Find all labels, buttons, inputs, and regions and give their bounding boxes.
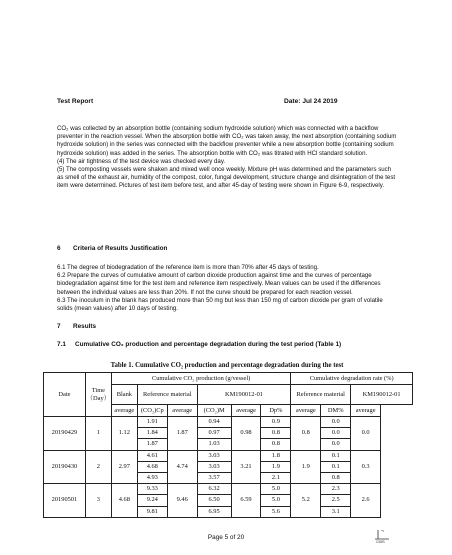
header-time-label: Time （Day） bbox=[86, 386, 111, 402]
criteria-text bbox=[57, 264, 397, 313]
cell-dp: 0.9 bbox=[261, 417, 291, 428]
subheader-cm-average: average bbox=[231, 405, 261, 417]
header-co2-group: Cumulative CO₂ production (g/vessel) bbox=[111, 373, 290, 385]
subheader-cp-average: average bbox=[167, 405, 197, 417]
cell-dp: 0.8 bbox=[261, 439, 291, 450]
header-km-co2: KM190012-01 bbox=[197, 385, 291, 405]
section-7-number: 7 bbox=[57, 323, 61, 330]
cell-dm: 0.0 bbox=[321, 439, 351, 450]
cell-co2m-average: 6.59 bbox=[231, 484, 261, 518]
header-date: Date bbox=[44, 373, 86, 417]
section-6-title: Criteria of Results Justification bbox=[73, 245, 168, 252]
table-row bbox=[44, 417, 413, 428]
lab-stamp-mark-icon bbox=[372, 528, 392, 544]
report-date: Date: Jul 24 2019 bbox=[284, 98, 338, 105]
section-7-heading bbox=[57, 323, 96, 330]
cell-dp-average: 1.9 bbox=[291, 450, 321, 484]
cell-co2cp: 9.33 bbox=[137, 484, 167, 495]
cell-dm: 0.1 bbox=[321, 450, 351, 461]
paragraph-co2-collection: CO₂ was collected by an absorption bottle (containing sodium hydroxide solution) which was connected with a backflow preventer in the reaction vessel. When the absorption bottle with CO₂ was taken away, the next absorption (containing sodium hydroxide solution) in the series was connected with the backflow preventer while a new absorption bottle (containing sodium hydroxide solution) was added in the series. The absorption bottle with CO₂ was titrated with HCl standard solution. bbox=[57, 125, 397, 157]
cell-dm: 2.5 bbox=[321, 495, 351, 506]
cell-co2m: 0.97 bbox=[197, 428, 231, 439]
cell-co2m: 6.32 bbox=[197, 484, 231, 495]
cell-co2cp-average: 1.87 bbox=[167, 417, 197, 451]
cell-co2cp: 1.84 bbox=[137, 428, 167, 439]
table-row bbox=[44, 484, 413, 495]
header-time bbox=[85, 373, 111, 417]
subheader-dm-average: average bbox=[351, 405, 381, 417]
cell-date: 20190430 bbox=[44, 450, 86, 484]
cell-co2m: 6.95 bbox=[197, 506, 231, 517]
cell-dp: 5.0 bbox=[261, 484, 291, 495]
cell-day: 3 bbox=[85, 484, 111, 518]
cell-co2cp: 1.91 bbox=[137, 417, 167, 428]
cell-dm: 3.1 bbox=[321, 506, 351, 517]
cell-co2cp: 1.87 bbox=[137, 439, 167, 450]
cell-date: 20190429 bbox=[44, 417, 86, 451]
cell-dp: 1.8 bbox=[261, 450, 291, 461]
table-header-row-1 bbox=[44, 373, 413, 385]
section-7-title: Results bbox=[73, 323, 97, 330]
cell-co2m-average: 0.98 bbox=[231, 417, 261, 451]
svg-text:CIMS: CIMS bbox=[376, 540, 385, 544]
report-title: Test Report bbox=[57, 98, 94, 105]
header-degradation-group: Cumulative degradation rate (%) bbox=[291, 373, 413, 385]
section-7-1-number: 7.1 bbox=[57, 341, 66, 348]
cell-co2cp-average: 9.46 bbox=[167, 484, 197, 518]
cell-co2m: 0.94 bbox=[197, 417, 231, 428]
cell-co2m-average: 3.21 bbox=[231, 450, 261, 484]
section-7-1-title: Cumulative CO₂ production and percentage degradation during the test period (Table 1) bbox=[75, 341, 342, 348]
cell-dm: 2.3 bbox=[321, 484, 351, 495]
table-row bbox=[44, 450, 413, 461]
cell-day: 1 bbox=[85, 417, 111, 451]
cell-dp: 1.9 bbox=[261, 461, 291, 472]
cell-dp: 2.1 bbox=[261, 472, 291, 483]
cell-dm-average: 2.6 bbox=[351, 484, 381, 518]
page-footer: Page 5 of 20 bbox=[207, 534, 245, 541]
subheader-dm: DM% bbox=[321, 405, 351, 417]
subheader-dp-average: average bbox=[291, 405, 321, 417]
cell-co2m: 1.03 bbox=[197, 439, 231, 450]
subheader-co2cp: (CO₂)Cp bbox=[137, 405, 167, 417]
cell-co2m: 3.03 bbox=[197, 450, 231, 461]
header-reference-material: Reference material bbox=[137, 385, 197, 405]
cell-co2cp: 9.81 bbox=[137, 506, 167, 517]
cell-dm: 0.1 bbox=[321, 461, 351, 472]
cell-co2cp: 4.68 bbox=[137, 461, 167, 472]
cell-dp: 5.0 bbox=[261, 495, 291, 506]
cell-dm-average: 0.0 bbox=[351, 417, 381, 451]
cell-dm: 0.0 bbox=[321, 428, 351, 439]
cell-co2m: 6.50 bbox=[197, 495, 231, 506]
cell-dm: 0.8 bbox=[321, 472, 351, 483]
cell-day: 2 bbox=[85, 450, 111, 484]
section-6-number: 6 bbox=[57, 245, 61, 252]
cell-blank-average: 2.97 bbox=[111, 450, 137, 484]
item-4: (4) The air tightness of the test device was checked every day. bbox=[57, 157, 226, 165]
cell-dp-average: 5.2 bbox=[291, 484, 321, 518]
cell-dp: 5.6 bbox=[261, 506, 291, 517]
header-blank: Blank bbox=[111, 385, 137, 405]
cell-co2m: 3.57 bbox=[197, 472, 231, 483]
subheader-blank-average: average bbox=[111, 405, 137, 417]
criterion-6-2: 6.2 Prepare the curves of cumulative amount of carbon dioxide production against time and the curves of percentage biodegradation against time for the test item and reference item respectively. Mean values can be used if the differences between the individual values are less than 20%. If not the curve should be prepared for each reaction vessel. bbox=[57, 272, 381, 296]
results-table bbox=[43, 372, 413, 518]
cell-co2cp: 4.61 bbox=[137, 450, 167, 461]
cell-co2cp: 4.93 bbox=[137, 472, 167, 483]
header-km-degradation: KM190012-01 bbox=[351, 385, 413, 405]
criterion-6-3: 6.3 The inoculum in the blank has produced more than 50 mg but less than 150 mg of carbon dioxide per gram of volatile solids (mean values) after 10 days of testing. bbox=[57, 296, 383, 313]
cell-co2cp: 9.24 bbox=[137, 495, 167, 506]
section-7-1-heading bbox=[57, 341, 341, 348]
header-reference-material-2: Reference material bbox=[291, 385, 351, 405]
cell-dm-average: 0.3 bbox=[351, 450, 381, 484]
cell-co2cp-average: 4.74 bbox=[167, 450, 197, 484]
cell-date: 20190501 bbox=[44, 484, 86, 518]
cell-blank-average: 4.68 bbox=[111, 484, 137, 518]
section-6-heading bbox=[57, 245, 167, 252]
cell-dp: 0.8 bbox=[261, 428, 291, 439]
cell-dp-average: 0.8 bbox=[291, 417, 321, 451]
cell-blank-average: 1.12 bbox=[111, 417, 137, 451]
subheader-dp: Dp% bbox=[261, 405, 291, 417]
table-caption: Table 1. Cumulative CO₂ production and percentage degradation during the test bbox=[110, 362, 344, 369]
item-5: (5) The composting vessels were shaken and mixed well once weekly. Mixture pH was determined and the parameters such as smell of the exhaust air, humidity of the compost, color, fungal development, structure change and disintegration of the test item were determined. Pictures of test item before test, and after 45-day of testing were shown in Figure 6-9, respectively. bbox=[57, 166, 396, 190]
cell-co2m: 3.03 bbox=[197, 461, 231, 472]
method-text bbox=[57, 125, 397, 191]
subheader-co2m: (CO₂)M bbox=[197, 405, 231, 417]
criterion-6-1: 6.1 The degree of biodegradation of the reference item is more than 70% after 45 days of testing. bbox=[57, 264, 319, 271]
cell-dm: 0.0 bbox=[321, 417, 351, 428]
